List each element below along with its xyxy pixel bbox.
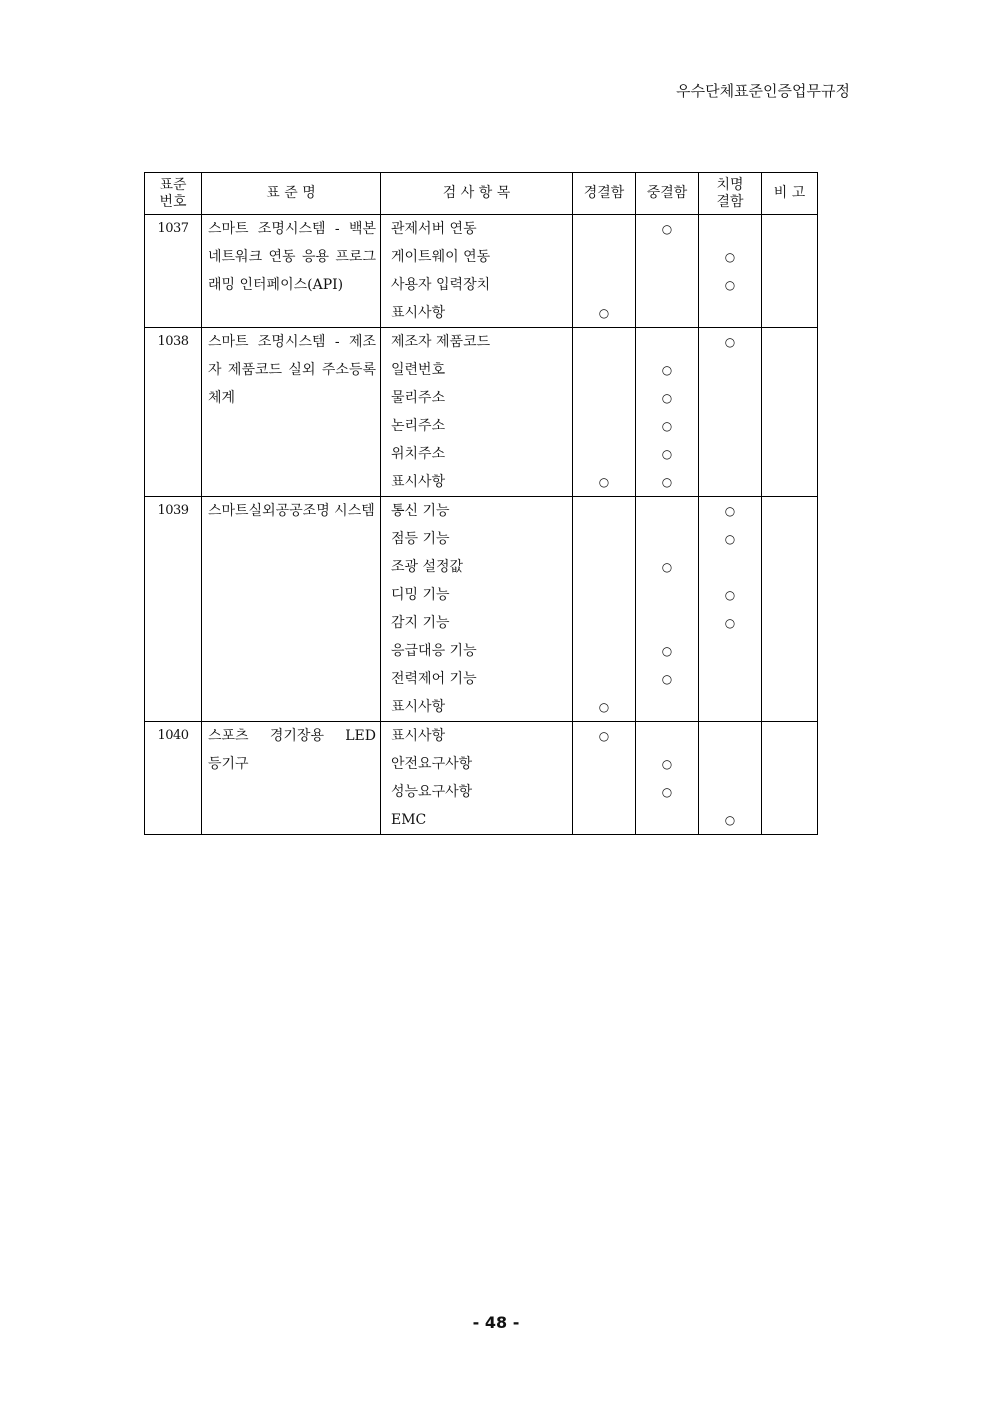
inspection-item: EMC	[391, 812, 427, 828]
minor-defect-cell	[573, 722, 636, 835]
inspection-item: 관제서버 연동	[391, 221, 477, 237]
standard-name-line: 스마트실외공공조명 시스템	[208, 503, 375, 519]
inspection-item: 전력제어 기능	[391, 671, 477, 687]
minor-defect-mark	[573, 384, 635, 412]
minor-defect-mark	[573, 665, 635, 693]
critical-defect-mark	[699, 722, 761, 750]
critical-defect-cell	[699, 328, 762, 497]
minor-defect-cell	[573, 497, 636, 722]
standard-name-line: 래밍 인터페이스(API)	[208, 277, 344, 293]
standard-name-line: 스마트 조명시스템 - 백본	[208, 221, 376, 237]
major-defect-mark: ○	[661, 560, 673, 574]
major-defect-cell	[636, 497, 699, 722]
standard-name-line: 자 제품코드 실외 주소등록	[208, 362, 376, 378]
minor-defect-mark	[573, 806, 635, 834]
major-defect-mark: ○	[661, 419, 673, 433]
minor-defect-mark	[573, 609, 635, 637]
inspection-item: 조광 설정값	[391, 559, 464, 575]
standard-number: 1037	[157, 221, 189, 236]
major-defect-cell	[636, 215, 699, 328]
major-defect-mark	[636, 693, 698, 721]
col-header-inspection-item: 검 사 항 목	[381, 173, 573, 215]
minor-defect-mark: ○	[598, 306, 610, 320]
remarks-cell	[762, 328, 818, 497]
major-defect-mark	[636, 271, 698, 299]
inspection-item: 감지 기능	[391, 615, 450, 631]
critical-defect-mark	[699, 693, 761, 721]
inspection-item: 표시사항	[391, 699, 446, 715]
major-defect-mark: ○	[661, 475, 673, 489]
inspection-item: 표시사항	[391, 728, 446, 744]
col-header-major-defect: 중결함	[636, 173, 699, 215]
remarks-cell	[762, 722, 818, 835]
minor-defect-mark	[573, 525, 635, 553]
inspection-item: 안전요구사항	[391, 756, 473, 772]
minor-defect-cell	[573, 215, 636, 328]
standard-name-cell	[202, 497, 381, 722]
inspection-item: 위치주소	[391, 446, 446, 462]
document-header-title: 우수단체표준인증업무규정	[676, 82, 850, 100]
major-defect-mark	[636, 497, 698, 525]
minor-defect-mark	[573, 553, 635, 581]
minor-defect-mark	[573, 243, 635, 271]
standard-number: 1038	[157, 334, 189, 349]
inspection-item: 응급대응 기능	[391, 643, 477, 659]
col-header-standard-number-label: 표준 번호	[159, 176, 187, 210]
remarks-cell	[762, 215, 818, 328]
critical-defect-mark: ○	[724, 588, 736, 602]
minor-defect-mark	[573, 271, 635, 299]
critical-defect-mark: ○	[724, 813, 736, 827]
critical-defect-cell	[699, 497, 762, 722]
critical-defect-cell	[699, 215, 762, 328]
major-defect-cell	[636, 328, 699, 497]
standard-name-line: 등기구	[208, 756, 249, 772]
inspection-item-cell	[381, 722, 573, 835]
critical-defect-mark	[699, 750, 761, 778]
standard-number-cell	[145, 328, 202, 497]
inspection-item: 게이트웨이 연동	[391, 249, 491, 265]
minor-defect-mark: ○	[598, 729, 610, 743]
inspection-item: 점등 기능	[391, 531, 450, 547]
critical-defect-mark: ○	[724, 250, 736, 264]
major-defect-mark: ○	[661, 644, 673, 658]
table-row	[145, 215, 818, 328]
critical-defect-mark	[699, 215, 761, 243]
minor-defect-mark	[573, 778, 635, 806]
minor-defect-mark	[573, 440, 635, 468]
inspection-item: 제조자 제품코드	[391, 334, 491, 350]
col-header-standard-number	[145, 173, 202, 215]
inspection-item: 사용자 입력장치	[391, 277, 491, 293]
inspection-item-cell	[381, 215, 573, 328]
critical-defect-mark: ○	[724, 278, 736, 292]
standard-name-line: 스마트 조명시스템 - 제조	[208, 334, 376, 350]
minor-defect-mark	[573, 497, 635, 525]
major-defect-cell	[636, 722, 699, 835]
major-defect-mark	[636, 806, 698, 834]
remarks-cell	[762, 497, 818, 722]
col-header-critical-defect	[699, 173, 762, 215]
standard-number-cell	[145, 722, 202, 835]
standard-name-cell	[202, 328, 381, 497]
major-defect-mark	[636, 328, 698, 356]
table-row	[145, 497, 818, 722]
table-body	[145, 215, 818, 835]
minor-defect-mark: ○	[598, 475, 610, 489]
major-defect-mark	[636, 525, 698, 553]
major-defect-mark: ○	[661, 672, 673, 686]
major-defect-mark: ○	[661, 785, 673, 799]
minor-defect-mark	[573, 356, 635, 384]
minor-defect-mark	[573, 215, 635, 243]
table-row	[145, 328, 818, 497]
inspection-item: 성능요구사항	[391, 784, 473, 800]
standard-name-line: 체계	[208, 390, 236, 406]
col-header-minor-defect: 경결함	[573, 173, 636, 215]
inspection-item-cell	[381, 497, 573, 722]
page-number: - 48 -	[472, 1313, 520, 1332]
standard-name-cell	[202, 215, 381, 328]
critical-defect-mark	[699, 665, 761, 693]
critical-defect-mark	[699, 384, 761, 412]
major-defect-mark	[636, 722, 698, 750]
critical-defect-mark	[699, 412, 761, 440]
critical-defect-mark: ○	[724, 616, 736, 630]
standard-name-line: 네트워크 연동 응용 프로그	[208, 249, 376, 265]
inspection-item: 통신 기능	[391, 503, 450, 519]
critical-defect-mark	[699, 299, 761, 327]
critical-defect-mark	[699, 468, 761, 496]
critical-defect-mark: ○	[724, 504, 736, 518]
critical-defect-mark	[699, 440, 761, 468]
table-header-row	[145, 173, 818, 215]
minor-defect-mark: ○	[598, 700, 610, 714]
critical-defect-mark: ○	[724, 532, 736, 546]
major-defect-mark: ○	[661, 757, 673, 771]
col-header-critical-defect-label: 치명 결함	[716, 176, 744, 210]
minor-defect-mark	[573, 328, 635, 356]
col-header-remarks: 비 고	[762, 173, 818, 215]
inspection-table	[144, 172, 818, 835]
standard-number-cell	[145, 497, 202, 722]
major-defect-mark	[636, 609, 698, 637]
critical-defect-mark	[699, 553, 761, 581]
major-defect-mark	[636, 299, 698, 327]
standard-number: 1039	[157, 503, 189, 518]
major-defect-mark: ○	[661, 447, 673, 461]
minor-defect-mark	[573, 750, 635, 778]
minor-defect-mark	[573, 581, 635, 609]
standard-number: 1040	[157, 728, 189, 743]
standard-name-cell	[202, 722, 381, 835]
critical-defect-mark: ○	[724, 335, 736, 349]
inspection-item: 일련번호	[391, 362, 446, 378]
major-defect-mark: ○	[661, 391, 673, 405]
major-defect-mark: ○	[661, 363, 673, 377]
critical-defect-cell	[699, 722, 762, 835]
inspection-item: 논리주소	[391, 418, 446, 434]
inspection-item: 물리주소	[391, 390, 446, 406]
standard-number-cell	[145, 215, 202, 328]
col-header-standard-name: 표 준 명	[202, 173, 381, 215]
inspection-item: 디밍 기능	[391, 587, 450, 603]
inspection-item: 표시사항	[391, 474, 446, 490]
critical-defect-mark	[699, 637, 761, 665]
minor-defect-mark	[573, 637, 635, 665]
inspection-item-cell	[381, 328, 573, 497]
critical-defect-mark	[699, 356, 761, 384]
minor-defect-cell	[573, 328, 636, 497]
major-defect-mark	[636, 243, 698, 271]
inspection-item: 표시사항	[391, 305, 446, 321]
major-defect-mark	[636, 581, 698, 609]
critical-defect-mark	[699, 778, 761, 806]
minor-defect-mark	[573, 412, 635, 440]
major-defect-mark: ○	[661, 222, 673, 236]
standard-name-line: 스포츠 경기장용 LED	[208, 728, 376, 744]
table-row	[145, 722, 818, 835]
